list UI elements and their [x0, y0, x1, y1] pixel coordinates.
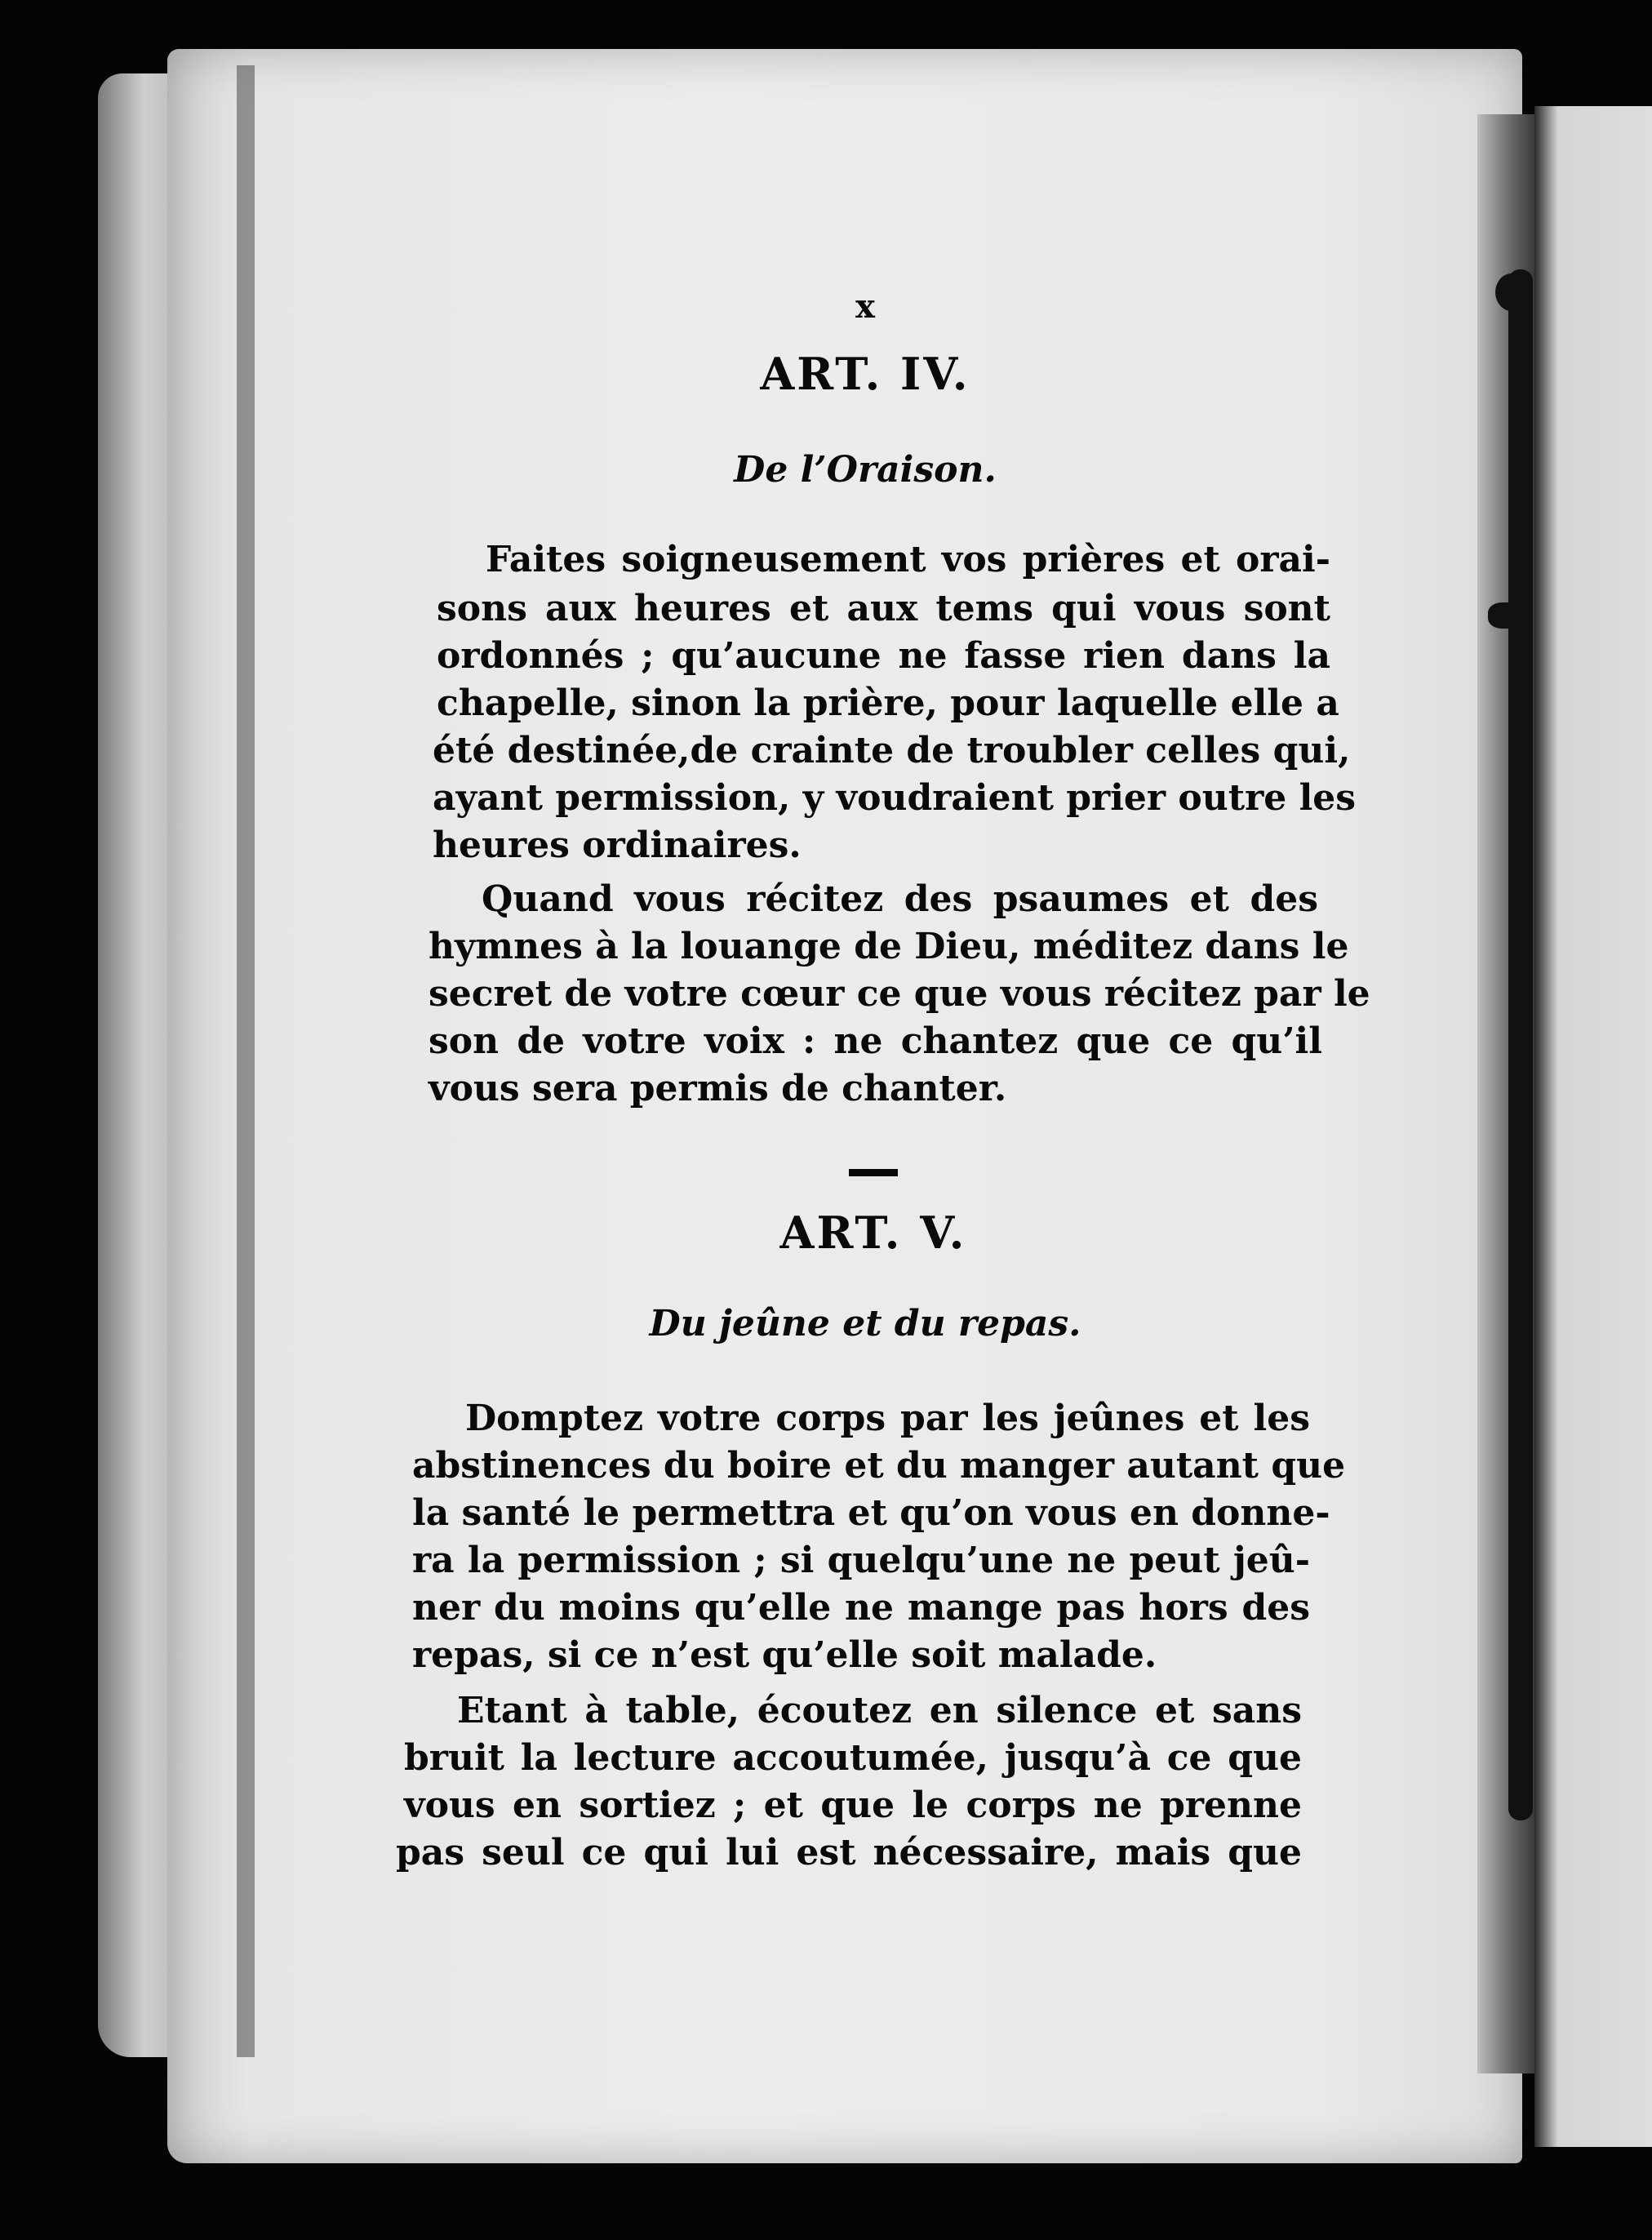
text-line: hymnes à la louange de Dieu, méditez dans le [429, 926, 1349, 967]
text-line: secret de votre cœur ce que vous récitez par le [429, 973, 1370, 1015]
text-line: vous sera permis de chanter. [429, 1068, 1007, 1109]
text-line: été destinée,de crainte de troubler celles qui, [433, 730, 1351, 771]
text-line: vous en sortiez ; et que le corps ne prenne [404, 1784, 1302, 1826]
text-line: la santé le permettra et qu’on vous en donne- [412, 1492, 1330, 1534]
article-subheading: Du jeûne et du repas. [649, 1303, 1081, 1344]
text-line: pas seul ce qui lui est nécessaire, mais que [396, 1832, 1302, 1873]
section-divider [849, 1169, 898, 1176]
text-line: Domptez votre corps par les jeûnes et les [465, 1398, 1310, 1439]
text-line: bruit la lecture accoutumée, jusqu’à ce que [404, 1737, 1302, 1779]
text-line: ordonnés ; qu’aucune ne fasse rien dans la [437, 635, 1330, 677]
text-line: chapelle, sinon la prière, pour laquelle elle a [437, 682, 1339, 724]
text-line: son de votre voix : ne chantez que ce qu’il [429, 1020, 1322, 1062]
article-heading: ART. V. [779, 1207, 967, 1259]
text-line: Etant à table, écoutez en silence et sans [457, 1690, 1302, 1731]
text-line: ayant permission, y voudraient prier outre les [433, 777, 1357, 819]
text-line: Faites soigneusement vos prières et orai- [486, 539, 1330, 580]
text-line: repas, si ce n’est qu’elle soit malade. [412, 1634, 1157, 1676]
text-line: abstinences du boire et du manger autant que [412, 1445, 1346, 1487]
text-line: ra la permission ; si quelqu’une ne peut jeû- [412, 1540, 1310, 1581]
article-subheading: De l’Oraison. [734, 449, 997, 491]
text-line: Quand vous récitez des psaumes et des [482, 878, 1318, 920]
page-folio: x [855, 287, 875, 326]
article-heading: ART. IV. [760, 348, 970, 400]
text-line: ner du moins qu’elle ne mange pas hors des [412, 1587, 1310, 1629]
text-line: heures ordinaires. [433, 824, 802, 866]
text-line: sons aux heures et aux tems qui vous sont [437, 588, 1330, 629]
